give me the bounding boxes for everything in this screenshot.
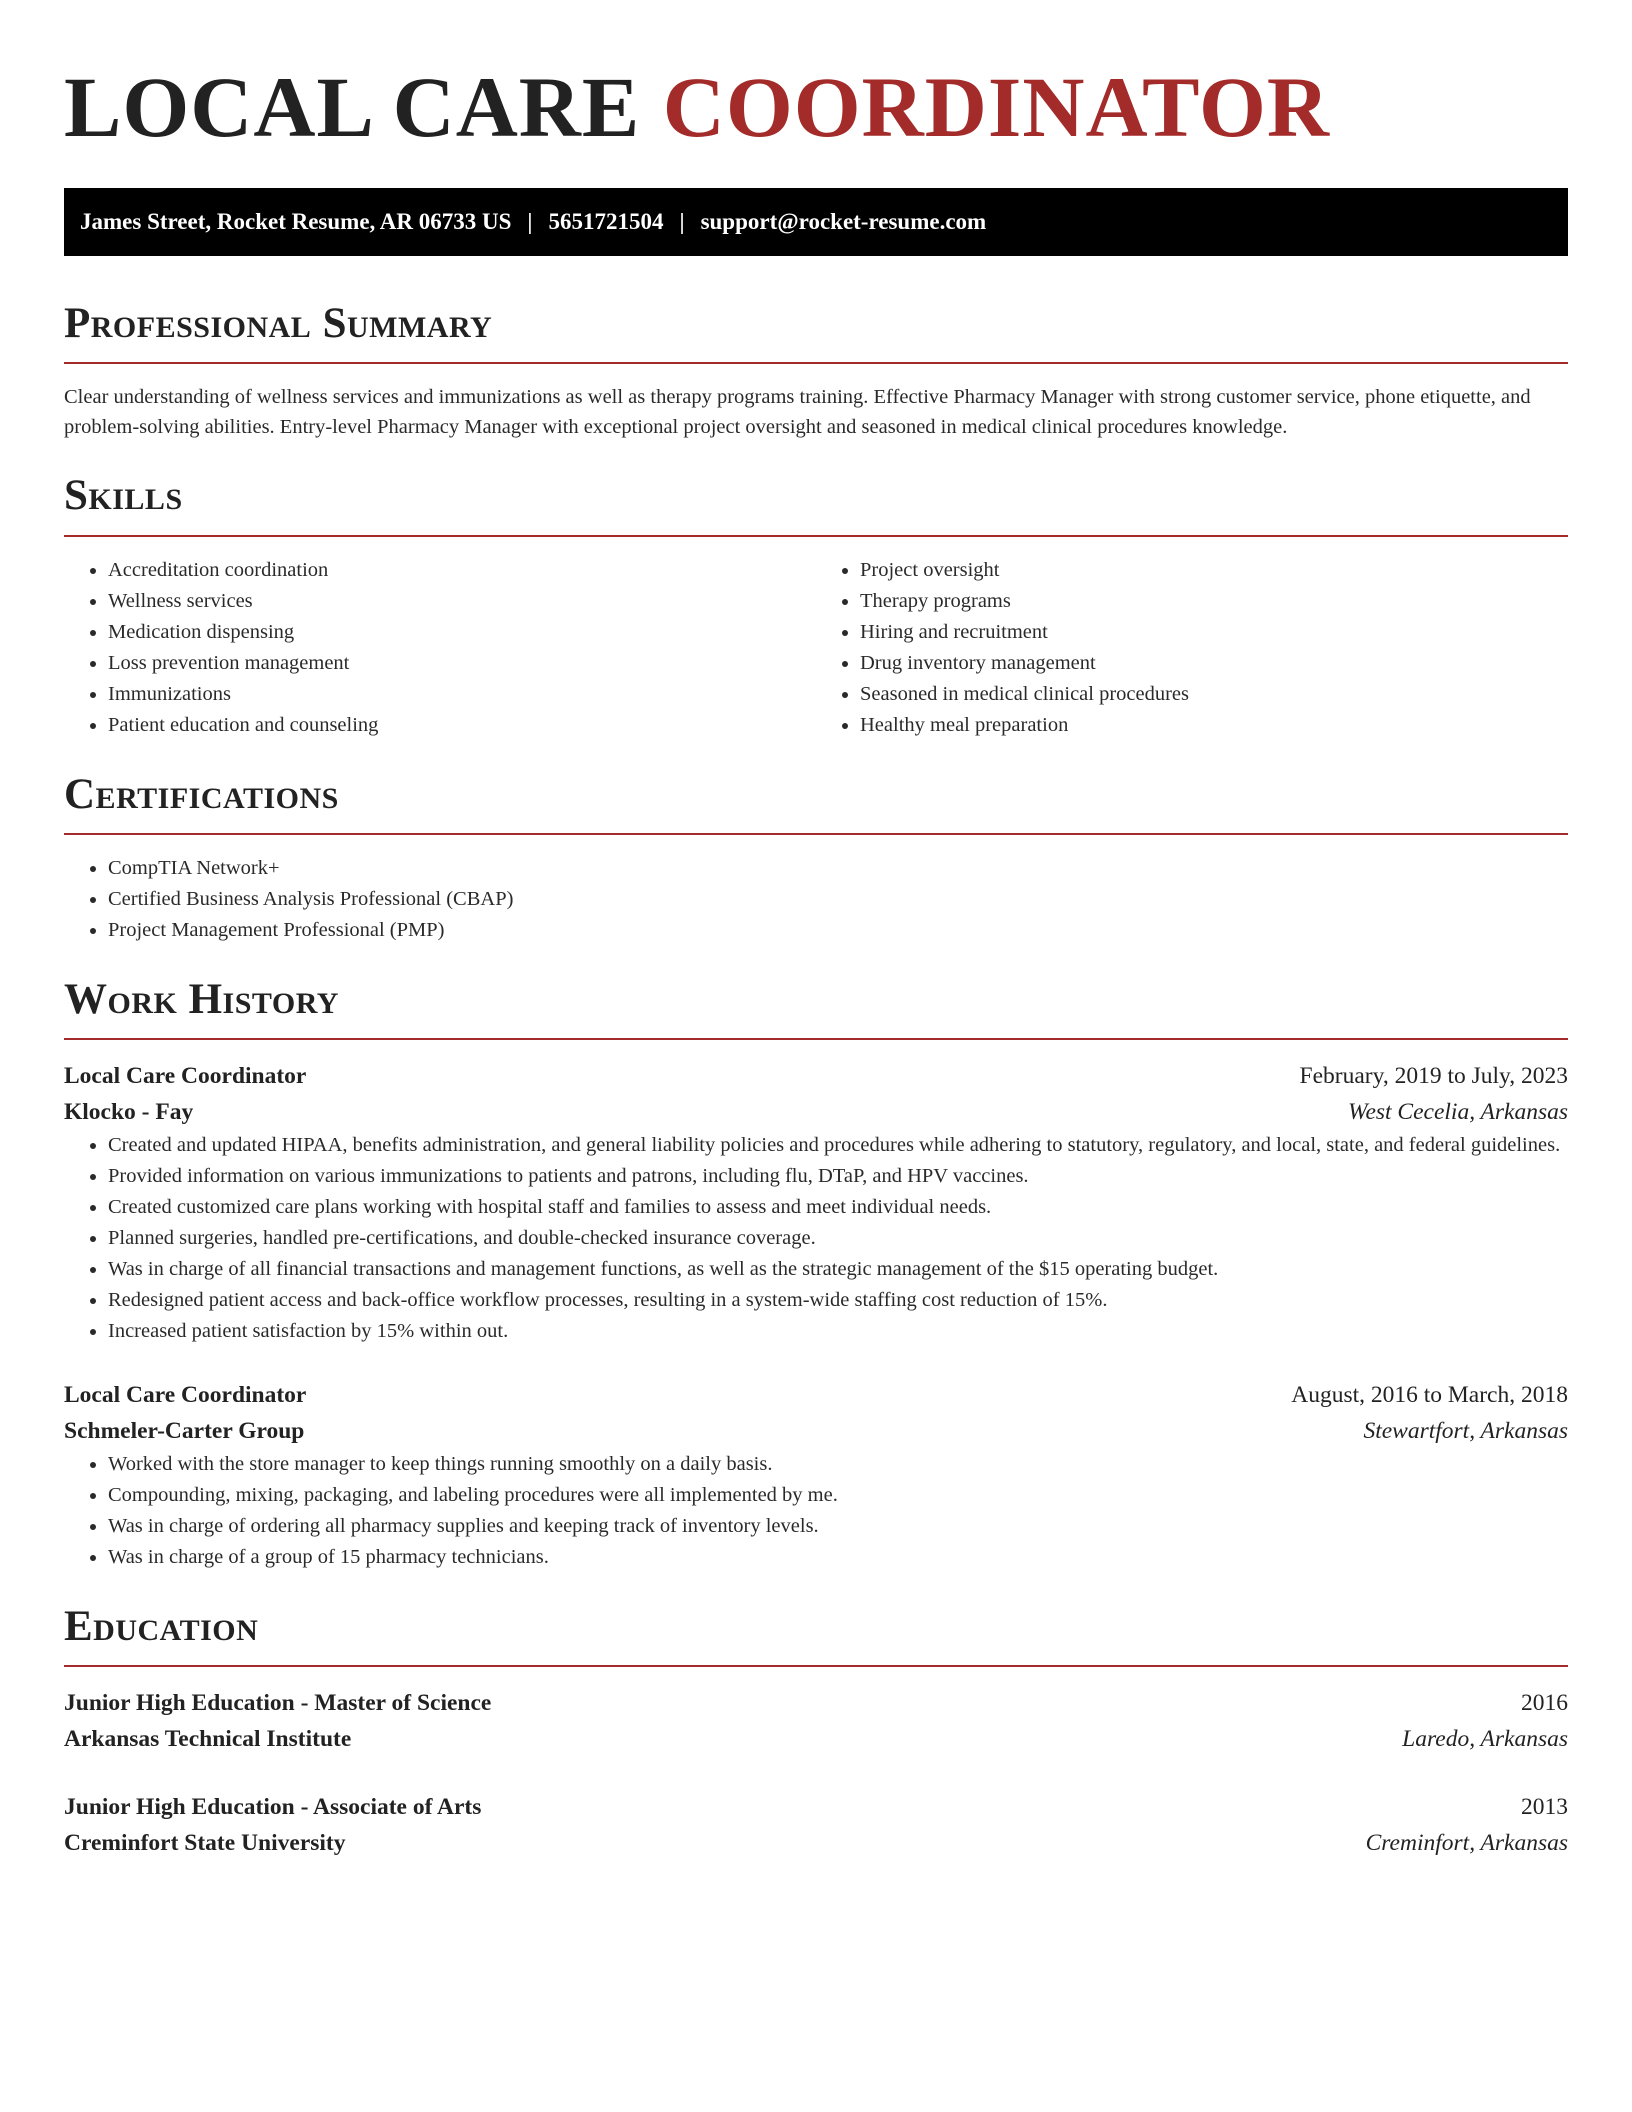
contact-address: James Street, Rocket Resume, AR 06733 US bbox=[80, 209, 512, 234]
skill-item: • Immunizations bbox=[108, 679, 816, 710]
skill-item: • Seasoned in medical clinical procedures bbox=[860, 679, 1568, 710]
job-bullet: • Created and updated HIPAA, benefits administration, and general liability policies and procedures while adhering to statutory, regulatory, and local, state, and federal guidelines. bbox=[108, 1130, 1568, 1161]
education-school-row bbox=[64, 1825, 1568, 1861]
job-entry bbox=[64, 1058, 1568, 1347]
certification-item: • Certified Business Analysis Professional (CBAP) bbox=[108, 884, 1568, 915]
job-header-row bbox=[64, 1058, 1568, 1094]
job-company: Schmeler-Carter Group bbox=[64, 1418, 305, 1445]
certification-item: • Project Management Professional (PMP) bbox=[108, 915, 1568, 946]
skills-grid bbox=[64, 555, 1568, 741]
certification-item: • CompTIA Network+ bbox=[108, 853, 1568, 884]
skill-item: • Wellness services bbox=[108, 586, 816, 617]
job-bullet: • Worked with the store manager to keep things running smoothly on a daily basis. bbox=[108, 1449, 1568, 1480]
section-divider bbox=[64, 535, 1568, 537]
resume-title bbox=[64, 56, 1568, 155]
education-header-row bbox=[64, 1685, 1568, 1721]
job-bullet: • Compounding, mixing, packaging, and labeling procedures were all implemented by me. bbox=[108, 1480, 1568, 1511]
skill-item: • Loss prevention management bbox=[108, 648, 816, 679]
education-school: Arkansas Technical Institute bbox=[64, 1726, 352, 1753]
education-heading: Education bbox=[64, 1603, 259, 1651]
job-bullet: • Was in charge of a group of 15 pharmacy technicians. bbox=[108, 1542, 1568, 1573]
job-bullet: • Was in charge of all financial transactions and management functions, as well as the strategic management of the $15 operating budget. bbox=[108, 1254, 1568, 1285]
job-company: Klocko - Fay bbox=[64, 1099, 194, 1126]
job-company-row bbox=[64, 1413, 1568, 1449]
job-bullets bbox=[64, 1130, 1568, 1347]
contact-separator: | bbox=[679, 209, 685, 234]
summary-text: Clear understanding of wellness services and immunizations as well as therapy programs training. Effective Pharmacy Manager with strong customer service, phone etiquette, and problem-solving abilities. Entry-level Pharmacy Manager with exceptional project oversight and seasoned in medical clinical procedures knowledge. bbox=[64, 386, 1531, 439]
skill-item: • Healthy meal preparation bbox=[860, 710, 1568, 741]
education-degree: Junior High Education - Associate of Arts bbox=[64, 1794, 482, 1821]
skill-item: • Medication dispensing bbox=[108, 617, 816, 648]
skill-item: • Patient education and counseling bbox=[108, 710, 816, 741]
section-divider bbox=[64, 1038, 1568, 1040]
job-bullet: • Planned surgeries, handled pre-certifications, and double-checked insurance coverage. bbox=[108, 1223, 1568, 1254]
skill-item: • Project oversight bbox=[860, 555, 1568, 586]
title-part-2: COORDINATOR bbox=[662, 59, 1330, 155]
skill-item: • Therapy programs bbox=[860, 586, 1568, 617]
education-location: Creminfort, Arkansas bbox=[1365, 1830, 1568, 1857]
job-bullet: • Redesigned patient access and back-office workflow processes, resulting in a system-wide staffing cost reduction of 15%. bbox=[108, 1285, 1568, 1316]
job-location: Stewartfort, Arkansas bbox=[1363, 1418, 1568, 1445]
job-bullet: • Provided information on various immunizations to patients and patrons, including flu, DTaP, and HPV vaccines. bbox=[108, 1161, 1568, 1192]
education-section bbox=[64, 1603, 1568, 1861]
work-history-section bbox=[64, 976, 1568, 1573]
certifications-list bbox=[64, 853, 1568, 946]
contact-phone: 5651721504 bbox=[548, 209, 664, 234]
education-header-row bbox=[64, 1789, 1568, 1825]
education-school: Creminfort State University bbox=[64, 1830, 346, 1857]
job-header-row bbox=[64, 1377, 1568, 1413]
job-dates: August, 2016 to March, 2018 bbox=[1291, 1382, 1568, 1409]
skill-item: • Hiring and recruitment bbox=[860, 617, 1568, 648]
education-year: 2013 bbox=[1521, 1794, 1568, 1821]
skill-item: • Drug inventory management bbox=[860, 648, 1568, 679]
education-entry bbox=[64, 1789, 1568, 1861]
contact-separator: | bbox=[527, 209, 533, 234]
job-entry bbox=[64, 1377, 1568, 1573]
skills-list-left bbox=[64, 555, 816, 741]
contact-email[interactable]: support@rocket-resume.com bbox=[700, 209, 987, 234]
section-divider bbox=[64, 1665, 1568, 1667]
job-dates: February, 2019 to July, 2023 bbox=[1299, 1063, 1568, 1090]
job-company-row bbox=[64, 1094, 1568, 1130]
skills-heading: Skills bbox=[64, 472, 183, 520]
work-history-heading: Work History bbox=[64, 975, 339, 1023]
skills-section bbox=[64, 472, 1568, 740]
contact-bar bbox=[64, 188, 1568, 256]
section-divider bbox=[64, 833, 1568, 835]
job-bullet: • Increased patient satisfaction by 15% within out. bbox=[108, 1316, 1568, 1347]
title-part-1: LOCAL CARE bbox=[64, 59, 641, 155]
summary-section bbox=[64, 300, 1568, 442]
skills-list-right bbox=[816, 555, 1568, 741]
section-divider bbox=[64, 362, 1568, 364]
job-location: West Cecelia, Arkansas bbox=[1348, 1099, 1568, 1126]
job-bullets bbox=[64, 1449, 1568, 1573]
skill-item: • Accreditation coordination bbox=[108, 555, 816, 586]
certifications-heading: Certifications bbox=[64, 770, 339, 818]
education-year: 2016 bbox=[1521, 1690, 1568, 1717]
education-school-row bbox=[64, 1721, 1568, 1757]
certifications-section bbox=[64, 771, 1568, 946]
education-entry bbox=[64, 1685, 1568, 1757]
job-title: Local Care Coordinator bbox=[64, 1063, 307, 1090]
education-degree: Junior High Education - Master of Science bbox=[64, 1690, 492, 1717]
summary-heading: Professional Summary bbox=[64, 300, 493, 347]
education-location: Laredo, Arkansas bbox=[1402, 1726, 1568, 1753]
job-bullet: • Created customized care plans working with hospital staff and families to assess and meet individual needs. bbox=[108, 1192, 1568, 1223]
job-title: Local Care Coordinator bbox=[64, 1382, 307, 1409]
job-bullet: • Was in charge of ordering all pharmacy supplies and keeping track of inventory levels. bbox=[108, 1511, 1568, 1542]
